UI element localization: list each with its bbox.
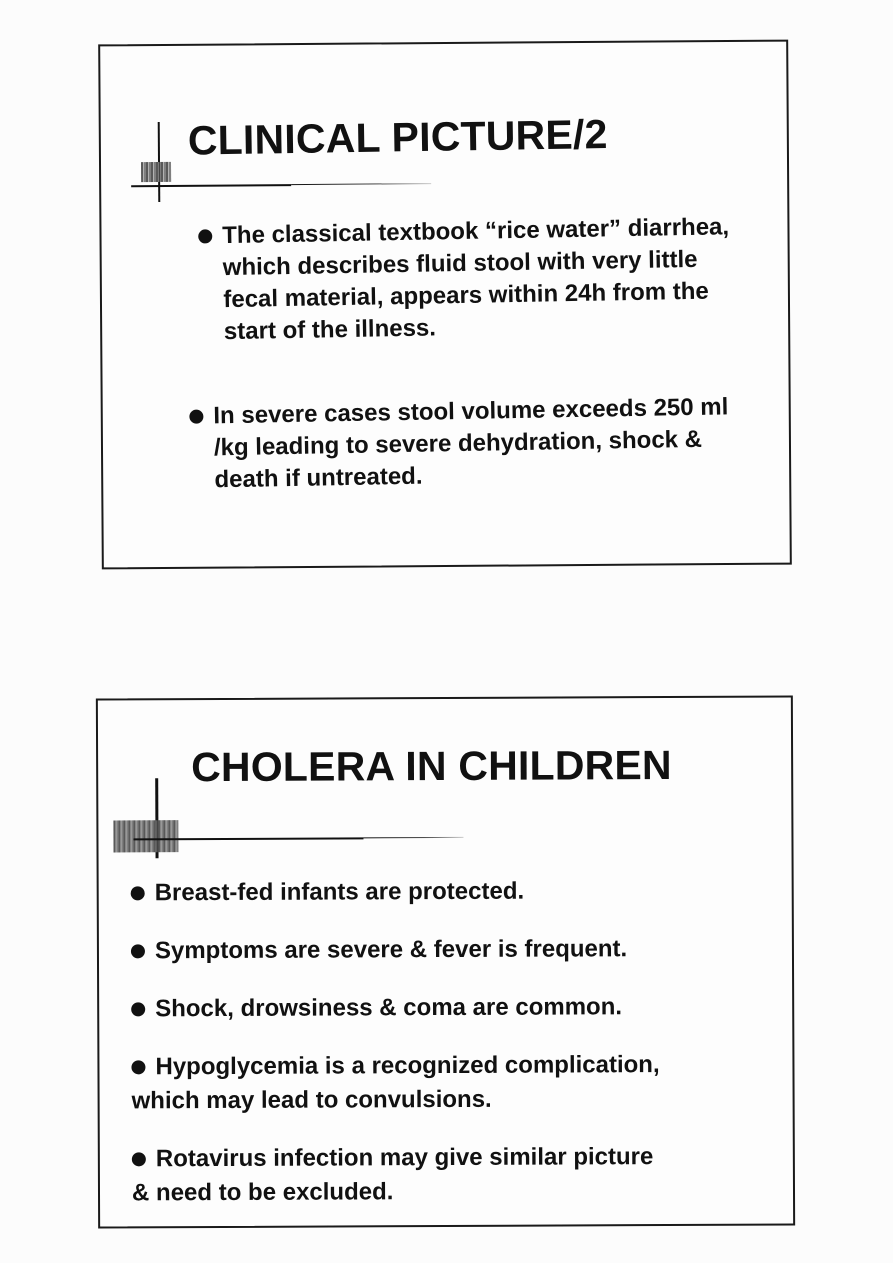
decoration-underline	[131, 184, 291, 187]
decoration-smudge	[113, 820, 178, 852]
decoration-smudge	[141, 162, 171, 182]
bullet-list	[198, 211, 743, 496]
bullet-text-line1: Rotavirus infection may give similar picture	[155, 1143, 654, 1173]
bullet-text: Breast-fed infants are protected.	[154, 877, 525, 907]
list-item	[131, 932, 771, 969]
decoration-underline-fade	[291, 183, 431, 185]
bullet-icon	[131, 886, 145, 900]
bullet-text-line2: which may lead to convulsions.	[131, 1085, 492, 1115]
bullet-text-line1: Hypoglycemia is a recognized complication,	[155, 1051, 660, 1081]
slide-title: CHOLERA IN CHILDREN	[191, 742, 672, 791]
bullet-icon	[131, 1060, 145, 1074]
bullet-text: Shock, drowsiness & coma are common.	[155, 993, 623, 1023]
bullet-icon	[198, 229, 212, 243]
bullet-icon	[132, 1152, 146, 1166]
list-item	[131, 1048, 771, 1119]
bullet-icon	[131, 944, 145, 958]
list-item	[189, 391, 743, 497]
slide-cholera-in-children	[96, 695, 795, 1228]
slide-clinical-picture	[98, 40, 792, 570]
slide-title: CLINICAL PICTURE/2	[187, 111, 608, 164]
bullet-icon	[189, 409, 203, 423]
bullet-text: In severe cases stool volume exceeds 250 ml /kg leading to severe dehydration, shock & death if untreated.	[213, 393, 729, 494]
bullet-text: Symptoms are severe & fever is frequent.	[154, 935, 628, 965]
bullet-icon	[131, 1002, 145, 1016]
decoration-underline	[133, 837, 363, 840]
list-item	[131, 990, 771, 1027]
bullet-list	[131, 874, 773, 1235]
list-item	[132, 1140, 772, 1211]
list-item	[131, 874, 771, 911]
bullet-text: The classical textbook “rice water” diarrhea, which describes fluid stool with very little fecal material, appears within 24h from the start of the illness.	[222, 213, 730, 346]
bullet-text-line2: & need to be excluded.	[131, 1178, 394, 1207]
decoration-underline-fade	[363, 837, 463, 838]
list-item	[198, 211, 740, 348]
